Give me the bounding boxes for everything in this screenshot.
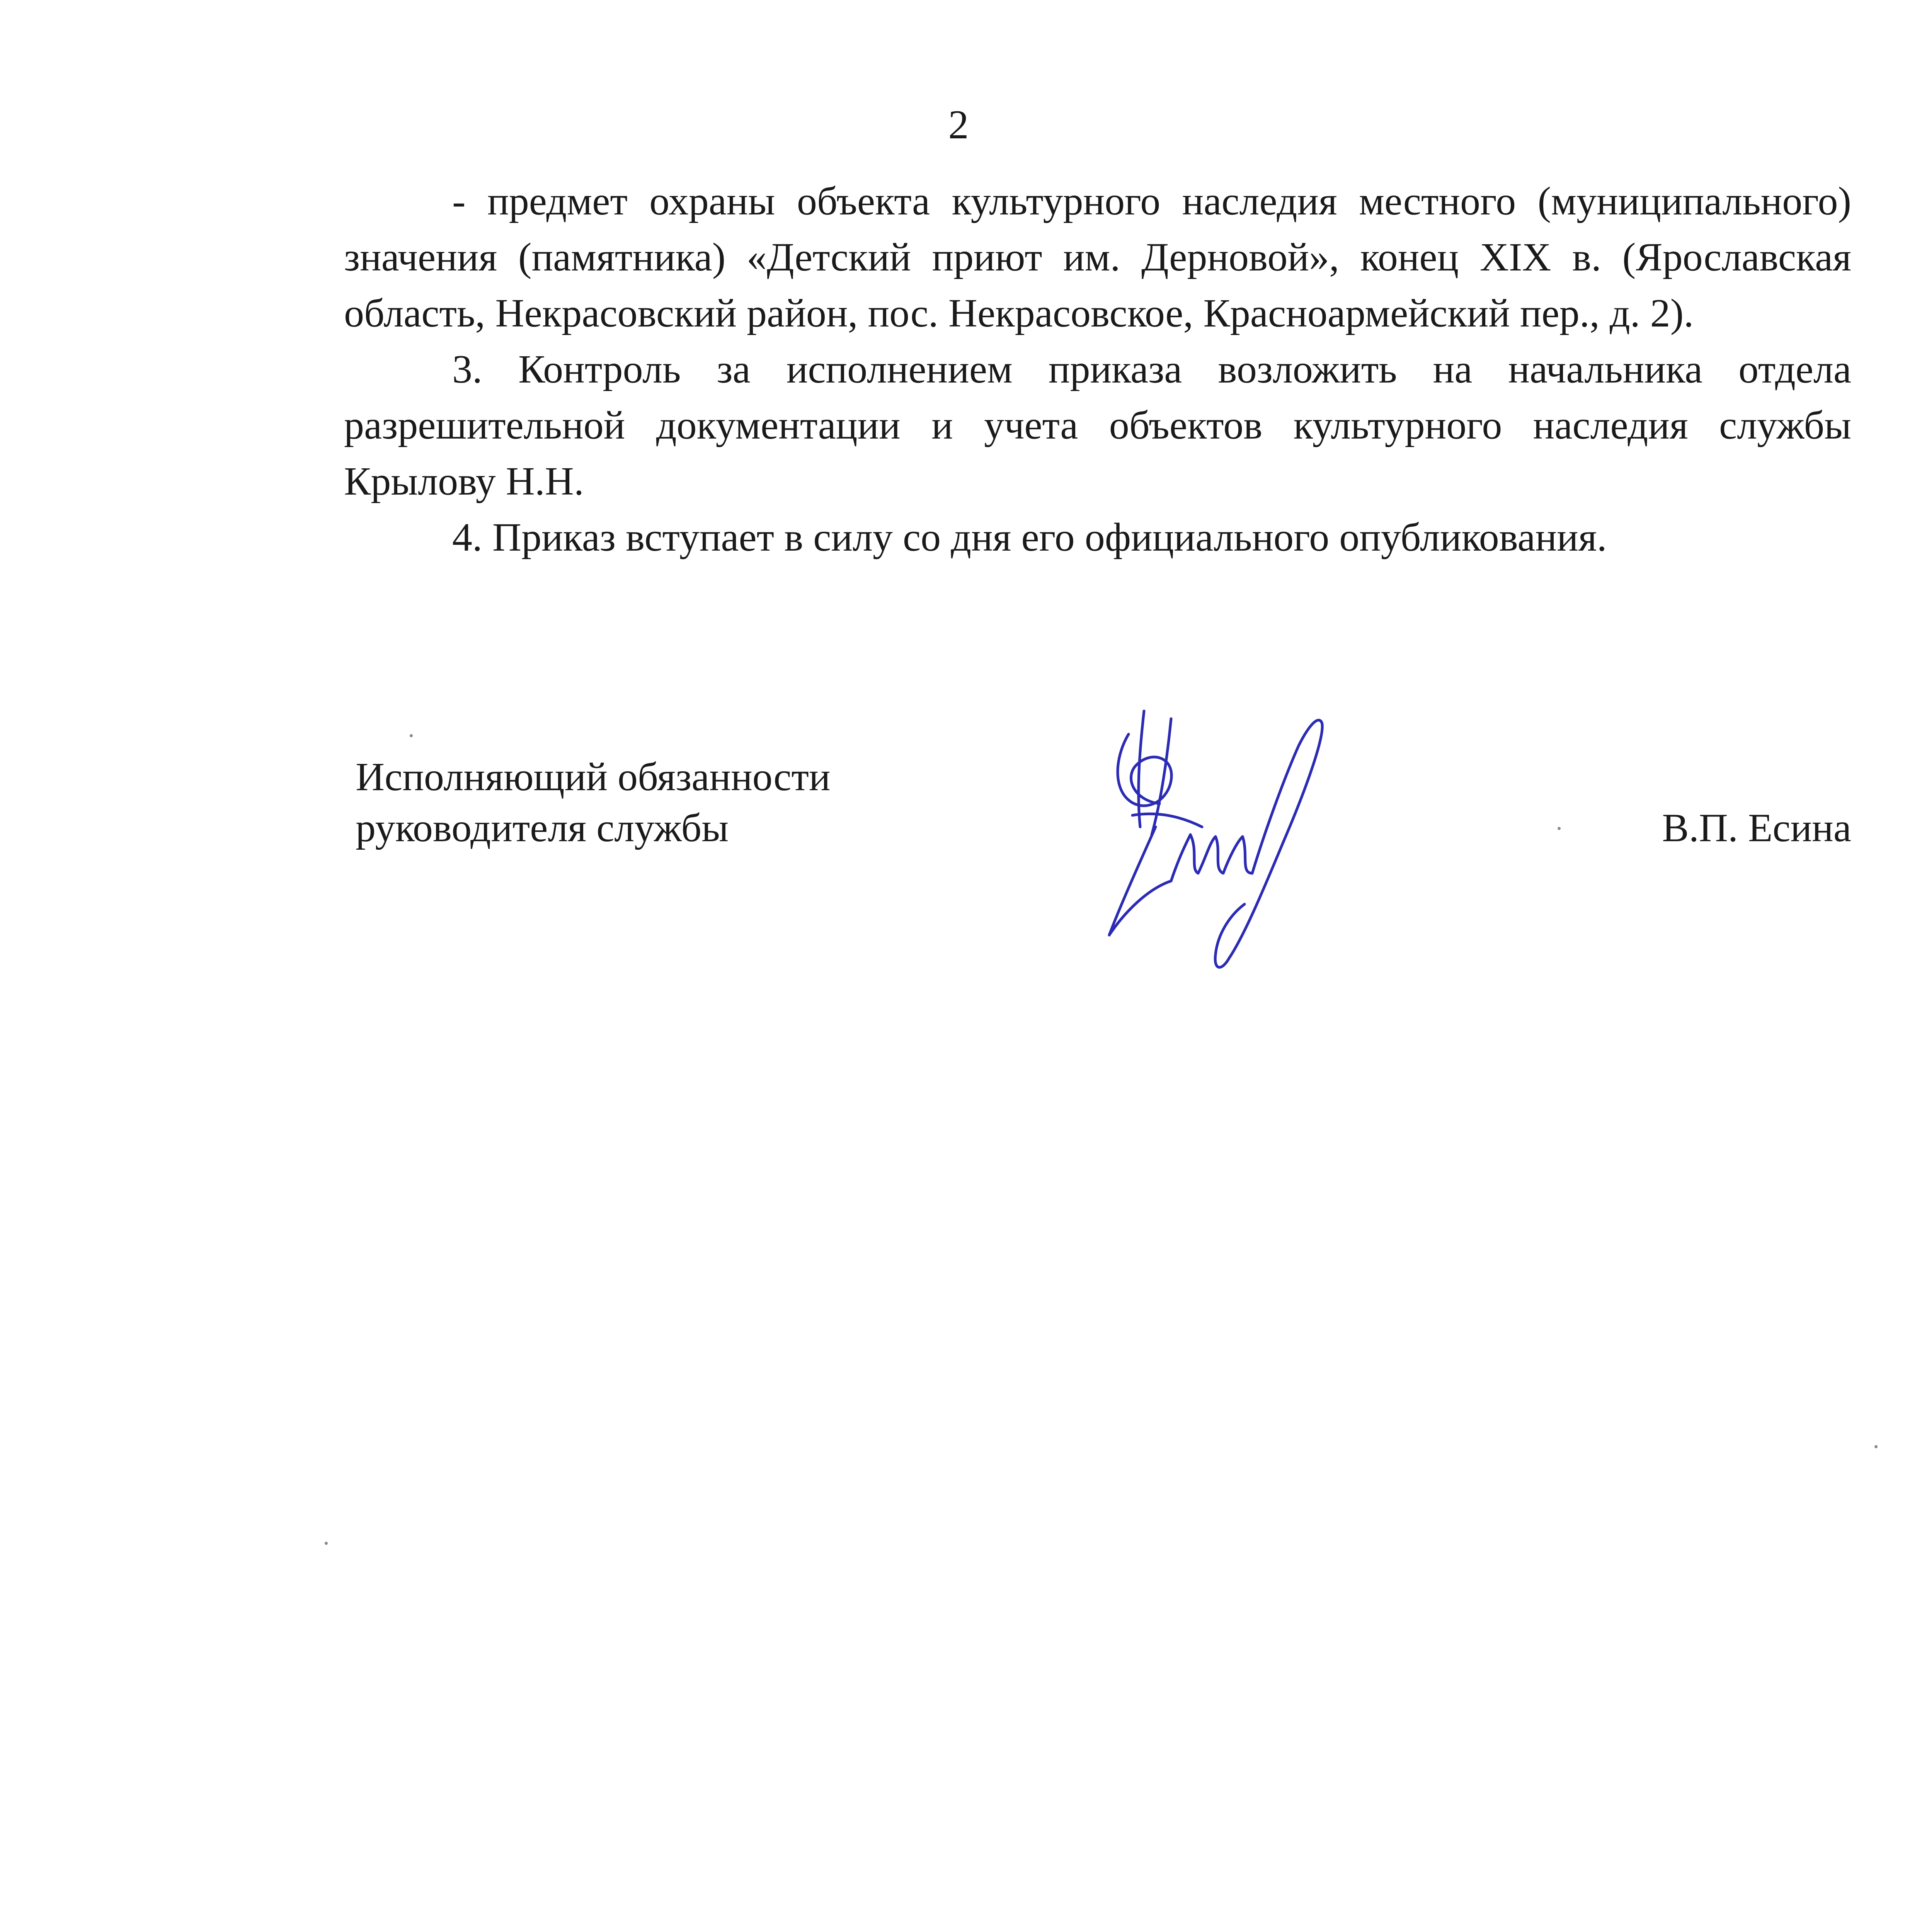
signatory-position-line-1: Исполняющий обязанности — [356, 755, 831, 799]
scan-speck — [1558, 827, 1561, 830]
paragraph-effective-date: 4. Приказ вступает в силу со дня его официального опубликования. — [452, 515, 1607, 560]
paragraph-protection-subject: - предмет охраны объекта культурного наследия местного (муниципального) значения (памятника) «Детский приют им. Дерновой», конец XIX в. (Ярославская область, Некрасовский район, пос. Некрасовское, Красноармейский пер., д. 2). — [344, 179, 1851, 335]
page-number: 2 — [948, 102, 969, 147]
document-body — [344, 173, 1851, 565]
signatory-position-line-2: руководителя службы — [356, 806, 729, 850]
signatory-position — [356, 752, 831, 854]
scan-speck — [1874, 1445, 1878, 1448]
signatory-name: В.П. Есина — [1662, 806, 1851, 850]
paragraph-control: 3. Контроль за исполнением приказа возложить на начальника отдела разрешительной документации и учета объектов культурного наследия службы Крылову Н.Н. — [344, 347, 1851, 503]
scan-speck — [325, 1542, 328, 1545]
handwritten-signature — [1082, 688, 1376, 981]
scan-speck — [410, 734, 413, 737]
